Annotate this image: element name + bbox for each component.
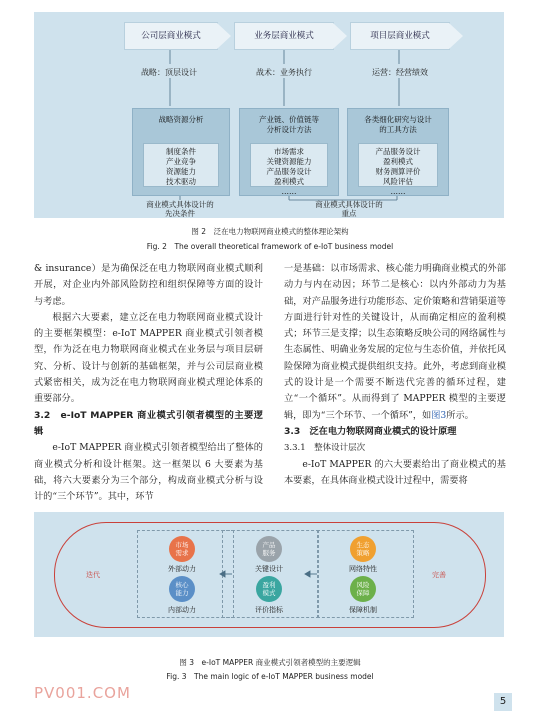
header-company: 公司层商业模式 [124,22,218,50]
left-column [34,261,263,505]
profit-model-node: 盈利 模式 [256,576,282,602]
node-caption: 内部动力 [168,606,196,614]
ecosystem-strategy-node: 生态 策略 [350,536,376,562]
page-number: 5 [494,693,512,711]
figure2-connectors [34,12,504,218]
paragraph: e-IoT MAPPER 商业模式引领者模型给出了整体的商业模式分析和设计框架。这一框架以 6 大要素为基础，将六大要素分为三个部分，构成商业模式分析与设计的“三个环节”。其中，环节 [34,442,263,503]
level-operations: 运营：经营绩效 [372,68,428,77]
node-caption: 网络特性 [349,565,377,573]
paragraph [284,261,506,424]
figure3-caption-en: Fig. 3 The main logic of e-IoT MAPPER business model [166,672,374,681]
figure-3-link[interactable]: 图3 [431,409,447,421]
core-capability-node: 核心 能力 [169,576,195,602]
panel-items: 市场需求 关键资源能力 产品服务设计 盈利模式 …… [250,143,328,187]
panel-items: 产品服务设计 盈利模式 财务测算评价 风险评估 …… [358,143,438,187]
improve-label: 完善 [432,571,446,579]
section-heading-3-3-1: 3.3.1 整体设计层次 [284,443,366,454]
paragraph-text: 所示。 [446,409,474,421]
level-strategy: 战略：顶层设计 [141,68,197,77]
section-heading-3-2: 3.2 e-IoT MAPPER 商业模式引领者模型的主要逻辑 [34,409,263,437]
section-heading-3-3: 3.3 泛在电力物联网商业模式的设计原理 [284,425,457,437]
node-caption: 外部动力 [168,565,196,573]
paragraph: & insurance）是为确保泛在电力物联网商业模式顺利开展，对企业内外部风险防控和组织保障等方面的设计与考虑。 [34,263,263,307]
right-column [284,261,506,489]
panel-title: 战略资源分析 [158,115,204,124]
figure2-caption-en: Fig. 2 The overall theoretical framework of e-IoT business model [146,242,394,251]
iterate-label: 迭代 [86,571,100,579]
market-demand-node: 市场 需求 [169,536,195,562]
node-caption: 关键设计 [255,565,283,573]
header-business: 业务层商业模式 [234,22,334,50]
watermark: PV001.COM [34,684,131,702]
paragraph: 根据六大要素，建立泛在电力物联网商业模式设计的主要框架模型：e-IoT MAPPER 商业模式引领者模型，作为泛在电力物联网商业模式在业务层与项目层研究、分析、设计与创新的基础框架，并与公司层商业模式紧密相关，成为泛在电力物联网商业模式理论体系的重要部分。 [34,311,263,405]
figure-2 [34,12,504,218]
risk-guarantee-node: 风险 保障 [350,576,376,602]
bottom-left-label: 商业模式具体设计的 先决条件 [146,200,214,218]
paragraph: e-IoT MAPPER 的六大要素给出了商业模式的基本要素，在具体商业模式设计过程中，需要将 [284,458,506,486]
node-caption: 评价指标 [255,606,283,614]
product-service-node: 产品 服务 [256,536,282,562]
figure-3 [34,512,504,637]
panel-title: 产业链、价值链等 分析设计方法 [259,115,319,134]
bottom-right-label: 商业模式具体设计的 重点 [315,200,383,218]
panel-items: 制度条件 产业竞争 资源能力 技术驱动 [143,143,219,187]
panel-title: 各类细化研究与设计 的工具方法 [364,115,432,134]
level-tactics: 战术：业务执行 [256,68,312,77]
header-project: 项目层商业模式 [350,22,450,50]
figure3-caption-cn: 图 3 e-IoT MAPPER 商业模式引领者模型的主要逻辑 [179,658,361,667]
paragraph-text: 一是基础：以市场需求、核心能力明确商业模式的外部动力与内在动因；环节二是核心：以内外部动力为基础，对产品服务进行功能形态、定价策略和营销渠道等方面进行针对性的关键设计，从而确定相应的盈利模式；环节三是支撑；以生态策略反映公司的网络属性与生态属性、明确业务发展的定位与生态价值，并依托风险保障为商业模式提供组织支持。此外，考虑到商业模式的设计是一个需要不断迭代完善的循环过程，建立“一个循环”。从而得到了 MAPPER 模型的主要逻辑，即为“三个环节、一个循环”，如 [284,263,506,421]
node-caption: 保障机制 [349,606,377,614]
figure2-caption-cn: 图 2 泛在电力物联网商业模式的整体理论架构 [191,227,349,236]
